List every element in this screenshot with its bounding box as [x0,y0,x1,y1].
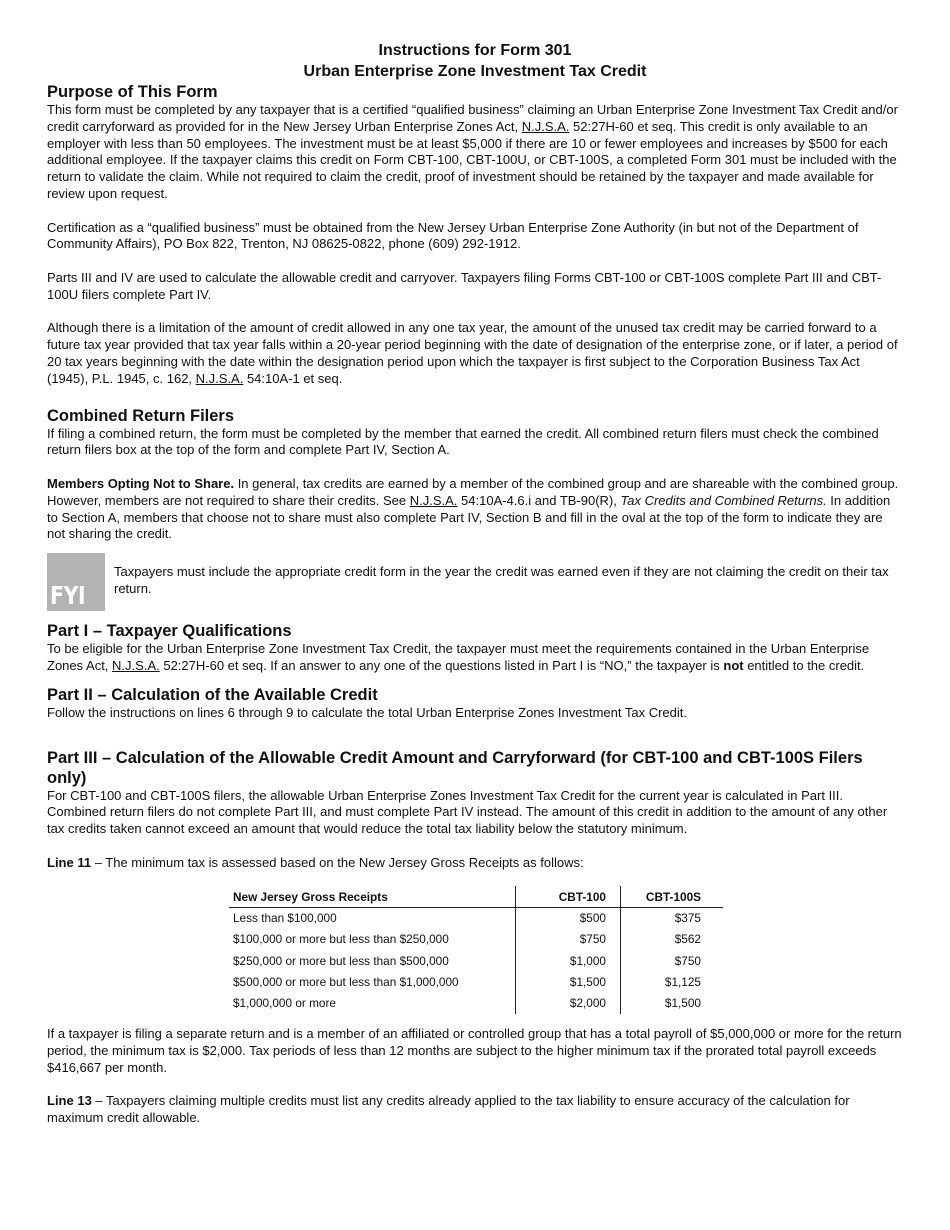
column-header: New Jersey Gross Receipts [229,886,516,908]
fyi-note [47,553,903,611]
combined-paragraph-2: Members Opting Not to Share. In general, tax credits are earned by a member of the combined group and are shareable with the combined group. However, members are not required to share their credits. See N.J.S.A. 54:10A-4.6.i and TB-90(R), Tax Credits and Combined Returns. In addition to Section A, members that choose not to share must also complete Part IV, Section B and fill in the oval at the top of the form to indicate they are not sharing the credit. [47,475,899,542]
part3-paragraph: For CBT-100 and CBT-100S filers, the allowable Urban Enterprise Zones Investment Tax Credit for the current year is calculated in Part III. Combined return filers do not complete Part III, and must complete Part IV instead. The amount of this credit in addition to the amount of any other tax credits taken cannot exceed an amount that would reduce the total tax liability below the statutory minimum. [47,787,888,837]
title-line-2: Urban Enterprise Zone Investment Tax Credit [303,63,647,80]
table-cell: $1,500 [516,971,621,992]
purpose-heading: Purpose of This Form [47,83,218,101]
table-cell: $750 [516,929,621,950]
table-cell: $250,000 or more but less than $500,000 [233,953,449,968]
table-row [229,929,723,950]
combined-heading: Combined Return Filers [47,406,235,425]
column-header: CBT-100 [516,886,621,908]
table-cell: $2,000 [516,993,621,1014]
table-cell: $1,500 [621,993,724,1014]
table-cell: $500 [516,907,621,929]
line11-paragraph: Line 11 – The minimum tax is assessed based on the New Jersey Gross Receipts as follows: [47,854,584,870]
njsa-reference: N.J.S.A. [112,657,160,673]
table-cell: $1,125 [621,971,724,992]
fyi-icon: FYI [47,553,105,611]
column-header: CBT-100S [621,886,724,908]
combined-paragraph-1: If filing a combined return, the form must be completed by the member that earned the credit. All combined return filers must check the combined return filers box at the top of the form and complete Part IV, Section A. [47,425,879,458]
payroll-paragraph: If a taxpayer is filing a separate return and is a member of an affiliated or controlled group that has a total payroll of $5,000,000 or more for the return period, the minimum tax is $2,000. Tax periods of less than 12 months are subject to the higher minimum tax if the prorated total payroll exceeds $416,667 per month. [47,1025,902,1075]
fyi-text: Taxpayers must include the appropriate credit form in the year the credit was earned even if they are not claiming the credit on their tax return. [114,564,889,596]
table-row [229,993,723,1014]
table-header-row [229,886,723,908]
document-title [47,40,903,82]
table-cell: Less than $100,000 [233,911,337,925]
part2-paragraph: Follow the instructions on lines 6 through 9 to calculate the total Urban Enterprise Zones Investment Tax Credit. [47,704,687,720]
purpose-paragraph-3: Parts III and IV are used to calculate the allowable credit and carryover. Taxpayers filing Forms CBT-100 or CBT-100S complete Part III and CBT-100U filers complete Part IV. [47,269,882,302]
table-cell: $562 [621,929,724,950]
njsa-reference: N.J.S.A. [195,370,244,386]
instructions-page [47,40,903,1127]
table-row [229,950,723,971]
part1-heading: Part I – Taxpayer Qualifications [47,622,292,641]
purpose-paragraph-4: Although there is a limitation of the amount of credit allowed in any one tax year, the amount of the unused tax credit may be carried forward to a future tax year provided that tax year falls within a 20-year period beginning with the date of designation of the enterprise zone, or if later, a period of 20 tax years beginning with the date within the designation period upon which the taxpayer is first subject to the Corporation Business Tax Act (1945), P.L. 1945, c. 162, N.J.S.A. 54:10A-1 et seq. [47,320,898,386]
minimum-tax-table [229,886,723,1014]
title-line-1: Instructions for Form 301 [378,42,572,59]
table-cell: $750 [621,950,724,971]
table-row [229,971,723,992]
purpose-paragraph-2: Certification as a “qualified business” must be obtained from the New Jersey Urban Enterprise Zone Authority (in but not of the Department of Community Affairs), PO Box 822, Trenton, NJ 08625-0822, phone (609) 292-1912. [47,219,859,252]
table-cell: $1,000 [516,950,621,971]
table-cell: $1,000,000 or more [233,996,336,1011]
njsa-reference: N.J.S.A. [409,492,458,508]
table-cell: $500,000 or more but less than $1,000,000 [233,974,459,989]
table-row [229,907,723,929]
line13-paragraph: Line 13 – Taxpayers claiming multiple credits must list any credits already applied to the tax liability to ensure accuracy of the calculation for maximum credit allowable. [47,1093,850,1125]
table-cell: $100,000 or more but less than $250,000 [233,932,449,947]
table-cell: $375 [621,907,724,929]
njsa-reference: N.J.S.A. [521,118,570,134]
part1-paragraph: To be eligible for the Urban Enterprise Zone Investment Tax Credit, the taxpayer must meet the requirements contained in the Urban Enterprise Zones Act, N.J.S.A. 52:27H-60 et seq. If an answer to any one of the questions listed in Part I is “NO,” the taxpayer is not entitled to the credit. [47,641,870,673]
part3-heading: Part III – Calculation of the Allowable Credit Amount and Carryforward (for CBT-100 and CBT-100S Filers only) [47,748,863,787]
purpose-paragraph-1: This form must be completed by any taxpayer that is a certified “qualified business” claiming an Urban Enterprise Zone Investment Tax Credit and/or credit carryforward as provided for in the New Jersey Urban Enterprise Zones Act, N.J.S.A. 52:27H-60 et seq. This credit is only available to an employer with less than 50 employees. The investment must be at least $5,000 if there are 10 or fewer employees and increases by $500 for each additional employee. If the taxpayer claims this credit on Form CBT-100, CBT-100U, or CBT-100S, a completed Form 301 must be included with the return to validate the claim. While not required to claim the credit, proof of investment should be retained by the taxpayer and made available for review upon request. [47,102,898,201]
part2-heading: Part II – Calculation of the Available Credit [47,685,378,704]
